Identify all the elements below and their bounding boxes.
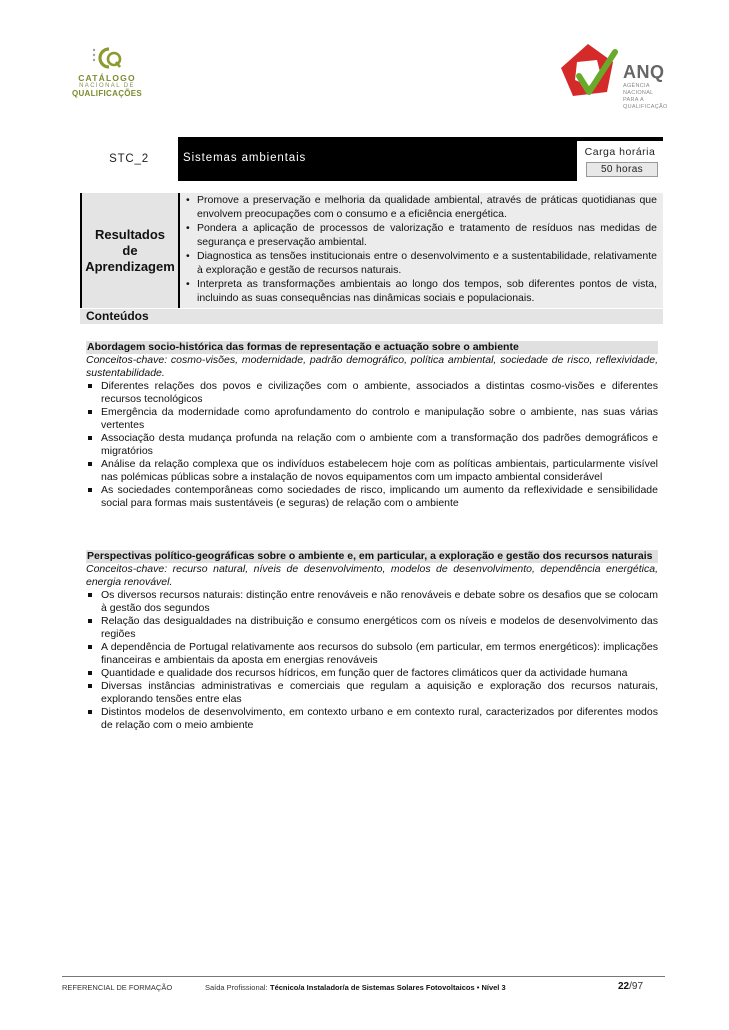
anq-name: ANQ — [623, 62, 665, 82]
content-section-1 — [86, 341, 658, 510]
hours-label: Carga horária — [584, 146, 656, 158]
list-item: Distintos modelos de desenvolvimento, em contexto urbano e em contexto rural, caracterizados por diferentes modos de relação com o meio ambiente — [86, 706, 658, 732]
results-list — [180, 194, 663, 305]
anq-sub-1: AGÊNCIA NACIONAL — [623, 83, 654, 96]
results-label-1: Resultados — [94, 226, 166, 242]
logo-line-2: NACIONAL DE — [79, 83, 135, 89]
page-current: 22 — [618, 981, 630, 992]
hours-value: 50 horas — [586, 162, 658, 177]
list-item: Emergência da modernidade como aprofundamento do controlo e manipulação sobre o ambiente, nas suas várias vertentes — [86, 406, 658, 432]
catalogo-logo — [67, 44, 147, 108]
results-label — [82, 193, 178, 308]
module-title: Sistemas ambientais — [183, 152, 307, 164]
results-item: • Pondera a aplicação de processos de valorização e tratamento de resíduos nas medidas de segurança e preservação ambiental. — [180, 222, 663, 249]
list-item: As sociedades contemporâneas como sociedades de risco, implicando um aumento da reflexividade e sensibilidade social para formas mais sustentáveis (e seguras) de relação com o ambiente — [86, 484, 658, 510]
results-content — [180, 193, 663, 308]
results-label-2: de — [122, 242, 138, 258]
list-item: Relação das desigualdades na distribuição e consumo energéticos com os níveis e modelos de desenvolvimento das regiões — [86, 615, 658, 641]
section-keywords: Conceitos-chave: cosmo-visões, modernidade, padrão demográfico, política ambiental, sociedade de risco, reflexividade, sustentabilidade. — [86, 354, 658, 379]
contents-heading: Conteúdos — [80, 309, 663, 324]
results-item: • Interpreta as transformações ambientais ao longo dos tempos, sob diferentes pontos de vista, incluindo as suas consequências nas dinâmicas sociais e populacionais. — [180, 278, 663, 305]
section-heading: Abordagem socio-histórica das formas de representação e actuação sobre o ambiente — [86, 341, 658, 354]
anq-q-icon — [555, 40, 621, 106]
page-number — [618, 981, 643, 992]
results-item: • Diagnostica as tensões institucionais entre o desenvolvimento e a sustentabilidade, relativamente à exploração e gestão de recursos naturais. — [180, 250, 663, 277]
module-title-bar — [80, 137, 663, 181]
list-item: Os diversos recursos naturais: distinção entre renováveis e não renováveis e debate sobre os desafios que se colocam à gestão dos segundos — [86, 589, 658, 615]
list-item: Análise da relação complexa que os indivíduos estabelecem hoje com as políticas ambientais, particularmente visível nas polémicas públicas sobre a instalação de novos equipamentos com um impacto ambiental considerável — [86, 458, 658, 484]
list-item: Quantidade e qualidade dos recursos hídricos, em função quer de factores climáticos quer da actividade humana — [86, 667, 658, 680]
cq-logo-icon — [89, 44, 123, 74]
anq-logo — [555, 40, 675, 108]
module-code: STC_2 — [80, 137, 178, 181]
page-total: /97 — [629, 981, 644, 992]
list-item: Diferentes relações dos povos e civilizações com o ambiente, associados a distintas cosmo-visões e diferentes recursos tecnológicos — [86, 380, 658, 406]
logo-line-3: QUALIFICAÇÕES — [71, 89, 143, 98]
footer-divider — [62, 976, 665, 977]
list-item: Associação desta mudança profunda na relação com o ambiente com a transformação dos padrões demográficos e migratórios — [86, 432, 658, 458]
list-item: A dependência de Portugal relativamente aos recursos do subsolo (em particular, em termos energéticos): implicações financeiras e ambientais da aposta em energias renováveis — [86, 641, 658, 667]
footer-left: REFERENCIAL DE FORMAÇÃO — [62, 983, 173, 992]
footer-label: Saída Profissional: — [205, 983, 268, 992]
section-keywords: Conceitos-chave: recurso natural, níveis de desenvolvimento, modelos de desenvolvimento, dependência energética, energia renovável. — [86, 563, 658, 588]
logo-line-1: CATÁLOGO — [78, 73, 136, 83]
results-item: • Promove a preservação e melhoria da qualidade ambiental, através de práticas quotidianas que envolvem preocupações com o consumo e a eficiência energética. — [180, 194, 663, 221]
results-label-3: Aprendizagem — [85, 258, 175, 274]
section-list — [86, 380, 658, 510]
hours-box — [577, 141, 663, 181]
section-list — [86, 589, 658, 732]
anq-subtitle — [623, 83, 675, 111]
content-section-2 — [86, 550, 658, 732]
section-heading: Perspectivas político-geográficas sobre o ambiente e, em particular, a exploração e gestão dos recursos naturais — [86, 550, 658, 563]
list-item: Diversas instâncias administrativas e comerciais que regulam a aquisição e exploração dos recursos naturais, explorando tensões entre elas — [86, 680, 658, 706]
footer-qualification: Técnico/a Instalador/a de Sistemas Solares Fotovoltaicos • Nível 3 — [270, 983, 506, 992]
anq-sub-2: PARA A QUALIFICAÇÃO — [623, 97, 668, 110]
